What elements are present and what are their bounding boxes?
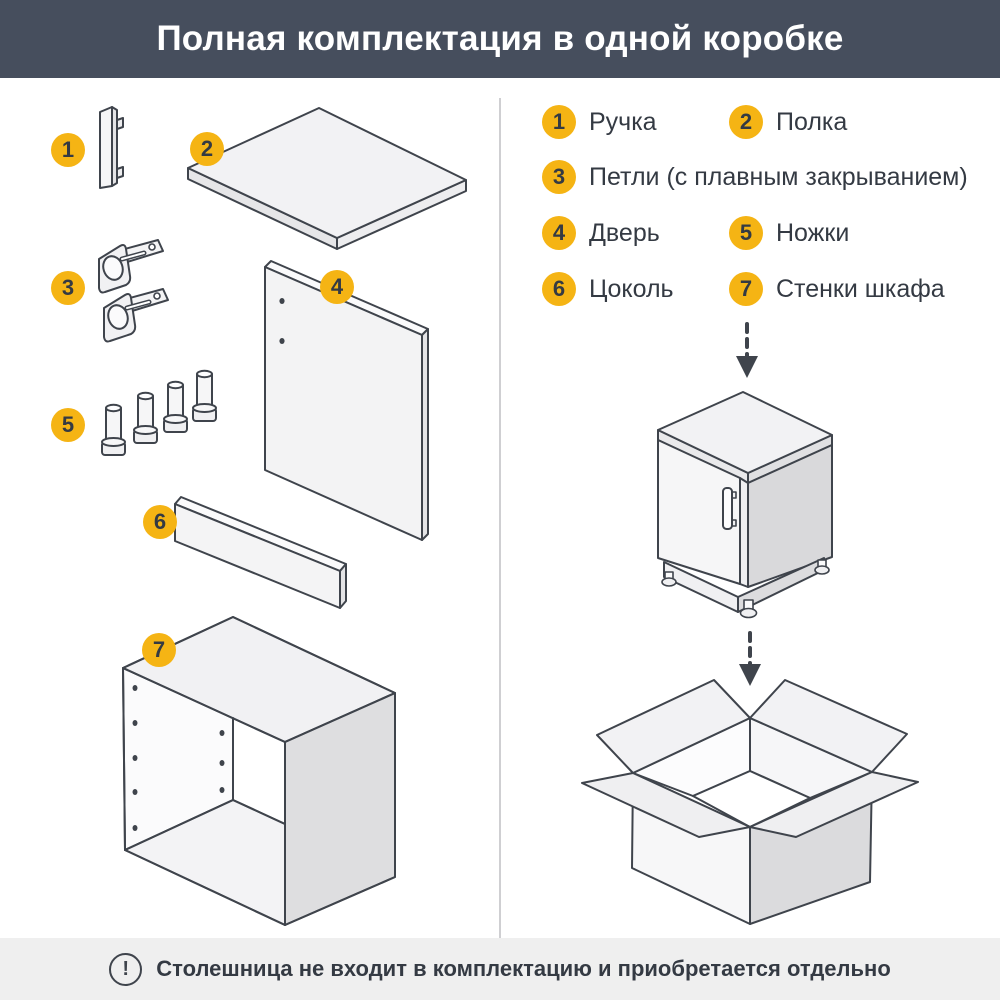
legs-drawing: [102, 371, 216, 455]
handle-drawing: [100, 107, 123, 188]
legend-label: Дверь: [589, 218, 660, 247]
page-title: Полная комплектация в одной коробке: [156, 19, 844, 58]
part-badge-7: 7: [142, 633, 176, 667]
shelf-drawing: [188, 108, 466, 249]
door-drawing: [265, 261, 428, 540]
legend-badge: 6: [542, 272, 576, 306]
assembly-flow-drawing: [500, 78, 1000, 938]
part-badge-6: 6: [143, 505, 177, 539]
legend-badge: 1: [542, 105, 576, 139]
footer-note-bar: [0, 938, 1000, 1000]
open-box-drawing: [582, 680, 918, 924]
legend-label: Петли (с плавным закрыванием): [589, 162, 968, 191]
legend-item-walls: [729, 272, 945, 306]
legend-label: Ножки: [776, 218, 850, 247]
arrow-down-icon: [736, 324, 758, 378]
part-badge-1: 1: [51, 133, 85, 167]
legend-badge: 7: [729, 272, 763, 306]
header-bar: [0, 0, 1000, 78]
footer-note-text: Столешница не входит в комплектацию и приобретается отдельно: [156, 956, 891, 981]
part-badge-4: 4: [320, 270, 354, 304]
assembled-cabinet-drawing: [658, 392, 832, 618]
legend-badge: 2: [729, 105, 763, 139]
legend-badge: 4: [542, 216, 576, 250]
legend-item-handle: [542, 105, 657, 139]
legend-label: Полка: [776, 107, 848, 136]
part-badge-5: 5: [51, 408, 85, 442]
legend-item-legs: [729, 216, 849, 250]
part-badge-3: 3: [51, 271, 85, 305]
arrow-down-icon: [739, 633, 761, 686]
legend-label: Цоколь: [589, 274, 674, 303]
exploded-parts-drawing: [0, 78, 500, 938]
exclamation-icon: !: [109, 953, 142, 986]
legend-item-shelf: [729, 105, 847, 139]
hinges-drawing: [99, 240, 168, 342]
legend-label: Ручка: [589, 107, 657, 136]
legend-item-door: [542, 216, 660, 250]
part-badge-2: 2: [190, 132, 224, 166]
legend-label: Стенки шкафа: [776, 274, 945, 303]
legend-item-plinth: [542, 272, 674, 306]
plinth-drawing: [175, 497, 346, 608]
legend-badge: 3: [542, 160, 576, 194]
legend-item-hinges: [542, 160, 968, 194]
legend-badge: 5: [729, 216, 763, 250]
